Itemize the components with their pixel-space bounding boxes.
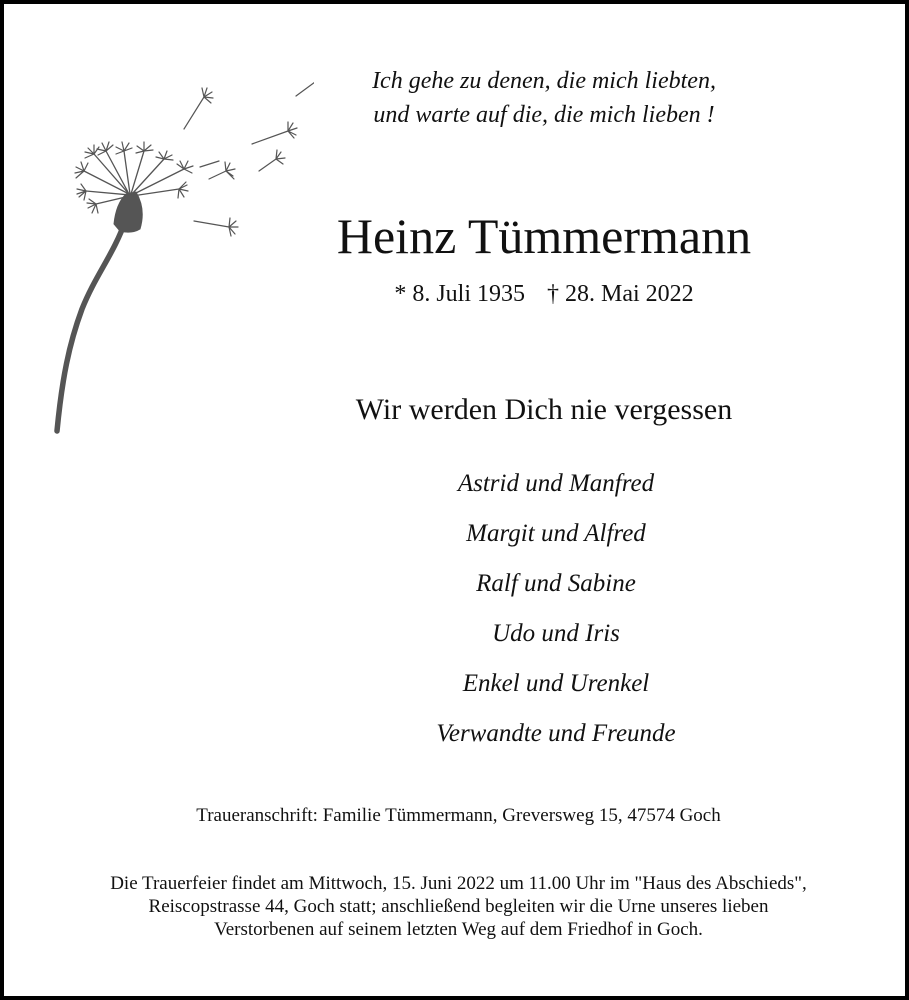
death-date: † 28. Mai 2022 <box>547 281 694 307</box>
mourner-entry: Margit und Alfred <box>466 520 646 547</box>
quote-line-2: und warte auf die, die mich lieben ! <box>373 102 715 128</box>
ceremony-line-2: Reiscopstrasse 44, Goch statt; anschließend begleiten wir die Urne unseres lieben <box>148 896 769 917</box>
mourner-entry: Ralf und Sabine <box>476 570 636 597</box>
mourner-entry: Astrid und Manfred <box>457 470 655 497</box>
birth-date: * 8. Juli 1935 <box>394 281 525 307</box>
life-dates <box>254 279 834 309</box>
mourners-list <box>324 459 788 759</box>
mourner-entry: Udo und Iris <box>492 620 620 647</box>
mourner-entry: Verwandte und Freunde <box>436 720 676 747</box>
ceremony-line-3: Verstorbenen auf seinem letzten Weg auf dem Friedhof in Goch. <box>214 919 703 940</box>
ceremony-line-1: Die Trauerfeier findet am Mittwoch, 15. Juni 2022 um 11.00 Uhr im "Haus des Abschieds", <box>110 873 807 894</box>
memorial-quote <box>304 64 784 132</box>
mourner-entry: Enkel und Urenkel <box>462 670 650 697</box>
quote-line-1: Ich gehe zu denen, die mich liebten, <box>372 68 716 94</box>
memorial-motto: Wir werden Dich nie vergessen <box>355 393 733 426</box>
mourning-address: Traueranschrift: Familie Tümmermann, Greversweg 15, 47574 Goch <box>196 805 721 826</box>
deceased-name: Heinz Tümmermann <box>336 208 752 264</box>
ceremony-details <box>24 872 893 941</box>
